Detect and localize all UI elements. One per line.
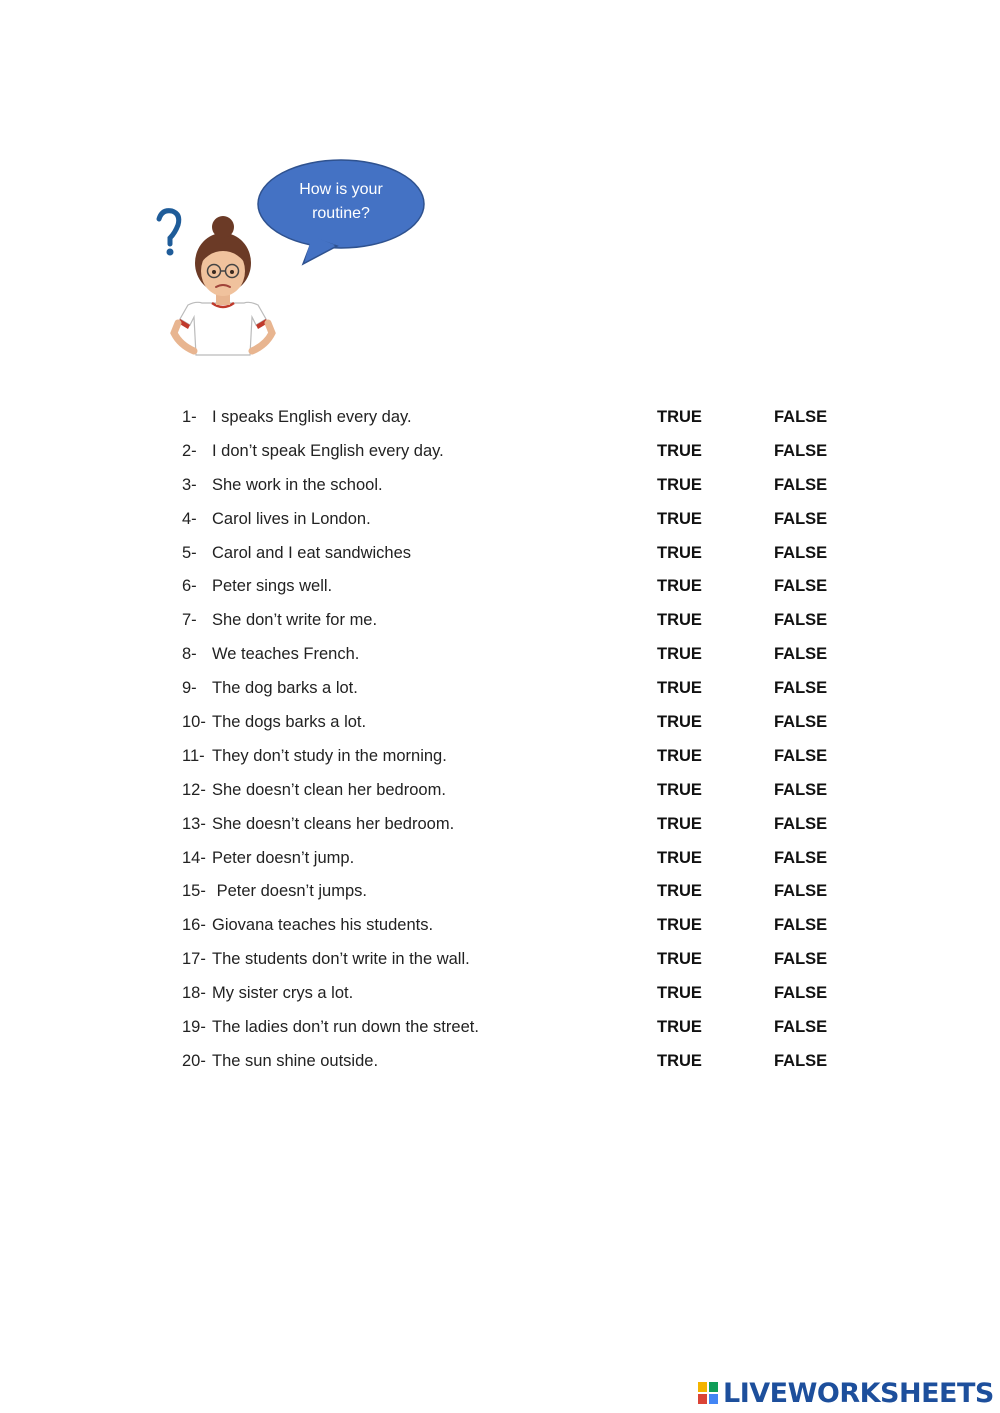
true-option[interactable]: TRUE — [657, 509, 702, 528]
brand-name: LIVEWORKSHEETS — [723, 1377, 994, 1409]
true-option[interactable]: TRUE — [657, 543, 702, 562]
false-option[interactable]: FALSE — [774, 679, 828, 698]
question-row — [182, 1049, 842, 1083]
false-option[interactable]: FALSE — [774, 475, 828, 494]
question-text: Carol lives in London. — [212, 509, 371, 528]
question-number: 15- — [182, 882, 206, 901]
false-option[interactable]: FALSE — [774, 611, 828, 630]
true-option[interactable]: TRUE — [657, 645, 702, 664]
question-number: 11- — [182, 746, 205, 765]
liveworksheets-logo — [697, 1376, 994, 1410]
false-option[interactable]: FALSE — [774, 577, 828, 596]
question-number: 19- — [182, 1018, 206, 1037]
liveworksheets-logo-icon — [697, 1381, 719, 1405]
question-number: 10- — [182, 713, 206, 732]
false-option[interactable]: FALSE — [774, 814, 828, 833]
true-option[interactable]: TRUE — [657, 679, 702, 698]
question-number: 16- — [182, 916, 206, 935]
true-option[interactable]: TRUE — [657, 780, 702, 799]
true-option[interactable]: TRUE — [657, 848, 702, 867]
question-row — [182, 744, 842, 778]
true-option[interactable]: TRUE — [657, 916, 702, 935]
question-number: 12- — [182, 780, 206, 799]
false-option[interactable]: FALSE — [774, 441, 828, 460]
question-text: The students don’t write in the wall. — [212, 950, 470, 969]
true-option[interactable]: TRUE — [657, 984, 702, 1003]
question-row — [182, 541, 842, 575]
question-text: I don’t speak English every day. — [212, 441, 444, 460]
question-row — [182, 507, 842, 541]
question-row — [182, 846, 842, 880]
question-row — [182, 473, 842, 507]
false-option[interactable]: FALSE — [774, 950, 828, 969]
question-number: 14- — [182, 848, 206, 867]
true-option[interactable]: TRUE — [657, 1018, 702, 1037]
question-text: I speaks English every day. — [212, 408, 412, 426]
question-number: 3- — [182, 475, 197, 494]
false-option[interactable]: FALSE — [774, 916, 828, 935]
question-row — [182, 913, 842, 947]
false-option[interactable]: FALSE — [774, 543, 828, 562]
question-text: Peter doesn’t jump. — [212, 848, 355, 867]
question-text: She don’t write for me. — [212, 611, 378, 630]
question-row — [182, 947, 842, 981]
true-option[interactable]: TRUE — [657, 713, 702, 732]
false-option[interactable]: FALSE — [774, 713, 828, 732]
question-number: 18- — [182, 984, 206, 1003]
question-row — [182, 981, 842, 1015]
question-number: 9- — [182, 679, 197, 698]
question-text: Peter doesn’t jumps. — [212, 882, 367, 901]
true-option[interactable]: TRUE — [657, 814, 702, 833]
false-option[interactable]: FALSE — [774, 780, 828, 799]
question-row — [182, 608, 842, 642]
question-number: 5- — [182, 543, 197, 562]
false-option[interactable]: FALSE — [774, 645, 828, 664]
question-text: My sister crys a lot. — [212, 984, 354, 1003]
question-row — [182, 642, 842, 676]
speech-bubble-line: How is your — [299, 181, 383, 198]
true-option[interactable]: TRUE — [657, 950, 702, 969]
true-option[interactable]: TRUE — [657, 746, 702, 765]
question-row — [182, 778, 842, 812]
question-text: She doesn’t clean her bedroom. — [212, 780, 446, 799]
question-row — [182, 879, 842, 913]
false-option[interactable]: FALSE — [774, 848, 828, 867]
question-text: The dogs barks a lot. — [212, 713, 367, 732]
question-number: 4- — [182, 509, 197, 528]
question-number: 17- — [182, 950, 206, 969]
question-row — [182, 812, 842, 846]
question-number: 1- — [182, 408, 197, 426]
true-option[interactable]: TRUE — [657, 1051, 702, 1070]
true-option[interactable]: TRUE — [657, 577, 702, 596]
question-row — [182, 710, 842, 744]
question-mark-icon — [159, 211, 179, 256]
true-option[interactable]: TRUE — [657, 611, 702, 630]
question-number: 20- — [182, 1051, 206, 1070]
question-number: 6- — [182, 577, 197, 596]
question-text: The dog barks a lot. — [212, 679, 358, 698]
question-text: She work in the school. — [212, 475, 383, 494]
false-option[interactable]: FALSE — [774, 984, 828, 1003]
true-option[interactable]: TRUE — [657, 408, 702, 426]
false-option[interactable]: FALSE — [774, 882, 828, 901]
question-number: 13- — [182, 814, 206, 833]
question-number: 7- — [182, 611, 197, 630]
speech-bubble-text — [258, 178, 424, 226]
question-text: Carol and I eat sandwiches — [212, 543, 412, 562]
question-text: The ladies don’t run down the street. — [212, 1018, 479, 1037]
true-option[interactable]: TRUE — [657, 882, 702, 901]
question-text: Peter sings well. — [212, 577, 333, 596]
question-row — [182, 1015, 842, 1049]
false-option[interactable]: FALSE — [774, 746, 828, 765]
question-number: 8- — [182, 645, 197, 664]
question-text: The sun shine outside. — [212, 1051, 379, 1070]
false-option[interactable]: FALSE — [774, 1018, 828, 1037]
question-text: Giovana teaches his students. — [212, 916, 434, 935]
question-row — [182, 574, 842, 608]
question-row — [182, 676, 842, 710]
question-number: 2- — [182, 441, 197, 460]
false-option[interactable]: FALSE — [774, 1051, 828, 1070]
question-text: We teaches French. — [212, 645, 360, 664]
question-text: They don’t study in the morning. — [212, 746, 447, 765]
true-option[interactable]: TRUE — [657, 475, 702, 494]
speech-bubble-line: routine? — [312, 205, 370, 222]
question-text: She doesn’t cleans her bedroom. — [212, 814, 455, 833]
false-option[interactable]: FALSE — [774, 509, 828, 528]
question-row — [182, 439, 842, 473]
false-option[interactable]: FALSE — [774, 408, 828, 426]
question-row — [182, 405, 842, 439]
question-list — [182, 405, 842, 1083]
true-option[interactable]: TRUE — [657, 441, 702, 460]
